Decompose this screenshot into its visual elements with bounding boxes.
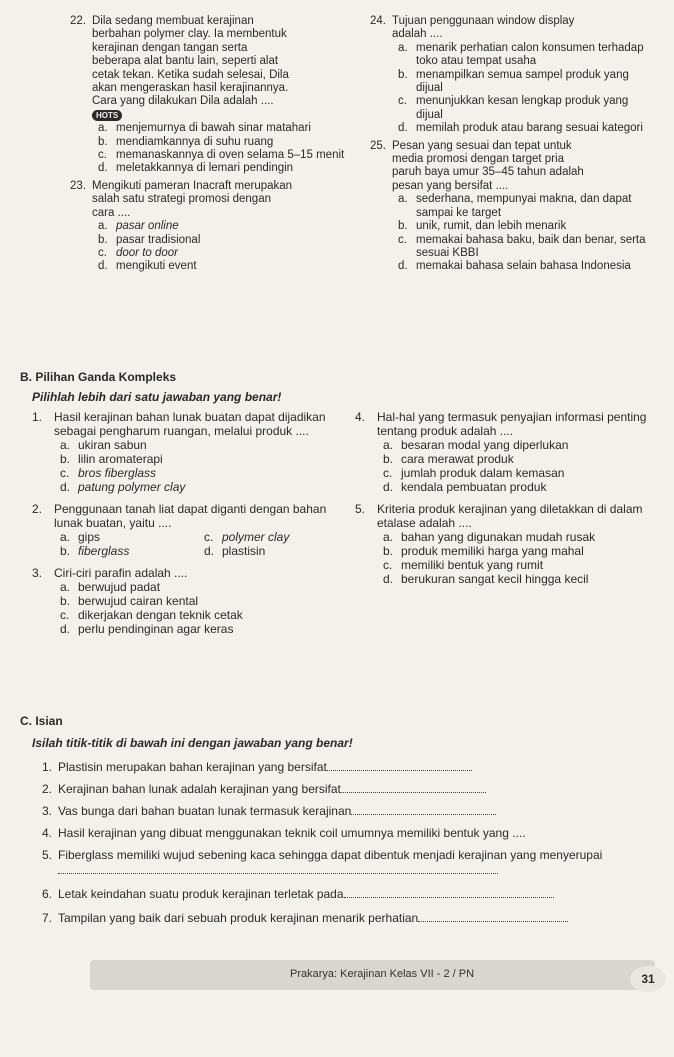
answer-blank[interactable] xyxy=(327,770,472,771)
question-b2 xyxy=(32,502,342,558)
option xyxy=(392,42,655,69)
option-text: memanaskannya di oven selama 5–15 menit xyxy=(116,149,345,162)
question-number: 5. xyxy=(355,502,366,516)
option xyxy=(377,480,655,494)
option-text: menarik perhatian calon konsumen terhadap toko atau tempat usaha xyxy=(416,41,644,68)
option-text: kendala pembuatan produk xyxy=(401,480,547,494)
option xyxy=(392,122,655,135)
question-text: Penggunaan tanah liat dapat diganti dengan bahan lunak buatan, yaitu .... xyxy=(54,502,327,530)
option-text: jumlah produk dalam kemasan xyxy=(401,466,565,480)
option-letter: b. xyxy=(60,544,71,558)
question-text: Kriteria produk kerajinan yang diletakkan di dalam etalase adalah .... xyxy=(377,502,643,530)
item-text: Hasil kerajinan yang dibuat menggunakan teknik coil umumnya memiliki bentuk yang .... xyxy=(58,826,526,840)
option xyxy=(198,530,342,544)
option-letter: b. xyxy=(60,594,71,608)
hots-badge: HOTS xyxy=(92,110,122,121)
question-text: Hal-hal yang termasuk penyajian informasi penting tentang produk adalah .... xyxy=(377,410,647,438)
option-letter: a. xyxy=(60,530,71,544)
question-23 xyxy=(70,180,345,274)
question-number: 1. xyxy=(32,410,43,424)
section-b-left xyxy=(32,410,342,636)
option xyxy=(92,122,345,135)
option-letter: d. xyxy=(98,260,108,273)
question-b5 xyxy=(355,502,655,586)
item-text: Vas bunga dari bahan buatan lunak termasuk kerajinan xyxy=(58,804,352,818)
question-text: Cara yang dilakukan Dila adalah .... xyxy=(92,95,274,108)
question-text: adalah .... xyxy=(392,28,443,41)
option-text: dikerjakan dengan teknik cetak xyxy=(78,608,243,622)
question-text: Tujuan penggunaan window display xyxy=(392,15,575,27)
question-24 xyxy=(370,15,655,136)
option-text: memiliki bentuk yang rumit xyxy=(401,558,544,572)
answer-blank[interactable] xyxy=(351,814,496,815)
option-letter: a. xyxy=(383,438,394,452)
option xyxy=(54,594,342,608)
option-letter: c. xyxy=(383,558,393,572)
option-text: memakai bahasa baku, baik dan benar, serta sesuai KBBI xyxy=(416,233,646,259)
option xyxy=(54,466,342,480)
question-text: Ciri-ciri parafin adalah .... xyxy=(54,566,188,580)
item-text: Letak keindahan suatu produk kerajinan terletak pada xyxy=(58,887,344,901)
option-text: unik, rumit, dan lebih menarik xyxy=(416,220,567,233)
option-text: pasar tradisional xyxy=(116,233,201,246)
option-letter: c. xyxy=(204,530,214,544)
option-letter: c. xyxy=(398,95,407,108)
option xyxy=(392,69,655,96)
question-text: Dila sedang membuat kerajinan xyxy=(92,15,254,27)
question-text: cara .... xyxy=(92,206,131,219)
option-letter: b. xyxy=(383,544,394,558)
option xyxy=(377,530,655,544)
section-b-right xyxy=(355,410,655,586)
option-letter: a. xyxy=(98,122,108,135)
option-letter: b. xyxy=(398,68,408,81)
option xyxy=(54,452,342,466)
option-letter: c. xyxy=(383,466,393,480)
question-text: cetak tekan. Ketika sudah selesai, Dila xyxy=(92,68,289,81)
fill-item-3 xyxy=(42,804,654,819)
section-c-instruction: Isilah titik-titik di bawah ini dengan jawaban yang benar! xyxy=(32,736,353,750)
option-text: door to door xyxy=(116,246,179,259)
question-25 xyxy=(370,140,655,274)
option-letter: c. xyxy=(98,246,107,259)
option-text: bahan yang digunakan mudah rusak xyxy=(401,530,596,544)
question-text: Mengikuti pameran Inacraft merupakan xyxy=(92,179,293,192)
question-number: 3. xyxy=(32,566,43,580)
answer-blank[interactable] xyxy=(58,873,498,874)
option xyxy=(92,260,345,273)
item-number: 5. xyxy=(42,848,53,862)
right-column xyxy=(370,15,655,274)
option-letter: d. xyxy=(204,544,215,558)
option-letter: b. xyxy=(383,452,394,466)
option-letter: a. xyxy=(60,438,71,452)
question-b3 xyxy=(32,566,342,636)
option xyxy=(392,193,655,220)
option-text: berwujud padat xyxy=(78,580,161,594)
question-text: media promosi dengan target pria xyxy=(392,153,564,166)
question-number: 4. xyxy=(355,410,366,424)
question-b4 xyxy=(355,410,655,494)
option-text: menunjukkan kesan lengkap produk yang dijual xyxy=(416,95,629,121)
item-number: 6. xyxy=(42,887,53,901)
question-text: berbahan polymer clay. Ia membentuk xyxy=(92,28,287,41)
question-number: 24. xyxy=(370,15,386,27)
option-text: polymer clay xyxy=(222,530,290,544)
option-letter: d. xyxy=(383,480,394,494)
option xyxy=(377,438,655,452)
option xyxy=(377,558,655,572)
question-number: 22. xyxy=(70,15,86,27)
option xyxy=(392,260,655,273)
option-letter: a. xyxy=(98,220,108,233)
option-letter: d. xyxy=(398,122,408,135)
question-number: 23. xyxy=(70,179,86,192)
question-text: beberapa alat bantu lain, seperti alat xyxy=(92,55,279,68)
question-text: akan mengeraskan hasil kerajinannya. xyxy=(92,82,289,95)
option-letter: b. xyxy=(98,135,108,148)
option xyxy=(92,136,345,149)
fill-item-2 xyxy=(42,782,654,797)
option-text: produk memiliki harga yang mahal xyxy=(401,544,584,558)
answer-blank[interactable] xyxy=(344,897,554,898)
option xyxy=(92,247,345,260)
option xyxy=(198,544,342,558)
section-c-title: C. Isian xyxy=(20,714,63,728)
option xyxy=(92,220,345,233)
item-number: 3. xyxy=(42,804,53,818)
option-letter: b. xyxy=(60,452,71,466)
item-text: Kerajinan bahan lunak adalah kerajinan yang bersifat xyxy=(58,782,341,796)
question-text: kerajinan dengan tangan serta xyxy=(92,41,248,54)
option-text: memilah produk atau barang sesuai kategori xyxy=(416,122,643,135)
fill-item-1 xyxy=(42,760,654,775)
option xyxy=(392,220,655,233)
item-number: 1. xyxy=(42,760,53,774)
option xyxy=(92,234,345,247)
answer-blank[interactable] xyxy=(341,792,486,793)
option-text: mendiamkannya di suhu ruang xyxy=(116,135,274,148)
footer-text: Prakarya: Kerajinan Kelas VII - 2 / PN xyxy=(290,968,475,980)
option xyxy=(54,544,198,558)
question-text: Pesan yang sesuai dan tepat untuk xyxy=(392,139,572,152)
option-letter: a. xyxy=(60,580,71,594)
option xyxy=(92,149,345,162)
option-letter: d. xyxy=(98,162,108,175)
option-text: besaran modal yang diperlukan xyxy=(401,438,569,452)
option xyxy=(377,544,655,558)
option xyxy=(54,608,342,622)
option-text: pasar online xyxy=(116,220,179,233)
option-letter: c. xyxy=(398,233,407,246)
option-letter: d. xyxy=(383,572,394,586)
question-22 xyxy=(70,15,345,176)
option-letter: a. xyxy=(398,193,408,206)
left-column xyxy=(70,15,345,274)
fill-item-7 xyxy=(42,911,654,926)
fill-item-6 xyxy=(42,887,654,902)
fill-item-4 xyxy=(42,826,654,841)
item-number: 2. xyxy=(42,782,53,796)
answer-blank[interactable] xyxy=(418,921,568,922)
option-letter: d. xyxy=(60,622,71,636)
item-text: Tampilan yang baik dari sebuah produk kerajinan menarik perhatian xyxy=(58,911,419,925)
option-text: mengikuti event xyxy=(116,260,197,273)
option xyxy=(377,466,655,480)
option xyxy=(54,438,342,452)
option-text: patung polymer clay xyxy=(78,480,186,494)
option-text: sederhana, mempunyai makna, dan dapat sampai ke target xyxy=(416,193,632,219)
option-letter: d. xyxy=(398,260,408,273)
option-letter: a. xyxy=(383,530,394,544)
option-text: berukuran sangat kecil hingga kecil xyxy=(401,572,589,586)
section-b-title: B. Pilihan Ganda Kompleks xyxy=(20,370,177,384)
question-text: pesan yang bersifat .... xyxy=(392,179,509,192)
option-letter: b. xyxy=(98,233,108,246)
item-text: Fiberglass memiliki wujud sebening kaca sehingga dapat dibentuk menjadi kerajinan yang menyerupai xyxy=(58,848,603,862)
option xyxy=(92,162,345,175)
option-text: bros fiberglass xyxy=(78,466,157,480)
section-b-instruction: Pilihlah lebih dari satu jawaban yang benar! xyxy=(32,390,282,404)
question-number: 25. xyxy=(370,139,386,152)
question-b1 xyxy=(32,410,342,494)
item-text: Plastisin merupakan bahan kerajinan yang bersifat xyxy=(58,760,327,774)
option xyxy=(54,580,342,594)
option-text: plastisin xyxy=(222,544,266,558)
question-text: Hasil kerajinan bahan lunak buatan dapat dijadikan sebagai pengharum ruangan, melalui produk .... xyxy=(54,410,326,438)
option-text: meletakkannya di lemari pendingin xyxy=(116,162,294,175)
option-text: menampilkan semua sampel produk yang dijual xyxy=(416,68,629,95)
page-number: 31 xyxy=(630,966,666,992)
option xyxy=(54,480,342,494)
option-letter: b. xyxy=(398,220,408,233)
fill-item-5 xyxy=(42,848,654,878)
question-text: salah satu strategi promosi dengan xyxy=(92,193,271,206)
option-text: cara merawat produk xyxy=(401,452,514,466)
option-text: ukiran sabun xyxy=(78,438,147,452)
option-letter: c. xyxy=(60,608,70,622)
option-text: menjemurnya di bawah sinar matahari xyxy=(116,122,311,135)
option xyxy=(54,530,198,544)
question-number: 2. xyxy=(32,502,43,516)
option xyxy=(377,452,655,466)
option-text: lilin aromaterapi xyxy=(78,452,163,466)
option-text: fiberglass xyxy=(78,544,130,558)
option-text: gips xyxy=(78,530,101,544)
option-text: memakai bahasa selain bahasa Indonesia xyxy=(416,260,631,273)
option-letter: c. xyxy=(60,466,70,480)
option xyxy=(392,234,655,261)
item-number: 4. xyxy=(42,826,53,840)
option xyxy=(392,95,655,122)
question-text: paruh baya umur 35–45 tahun adalah xyxy=(392,166,584,179)
option xyxy=(54,622,342,636)
option-text: perlu pendinginan agar keras xyxy=(78,622,234,636)
item-number: 7. xyxy=(42,911,53,925)
option-letter: a. xyxy=(398,41,408,54)
option-letter: d. xyxy=(60,480,71,494)
option-letter: c. xyxy=(98,149,107,162)
option xyxy=(377,572,655,586)
option-text: berwujud cairan kental xyxy=(78,594,199,608)
